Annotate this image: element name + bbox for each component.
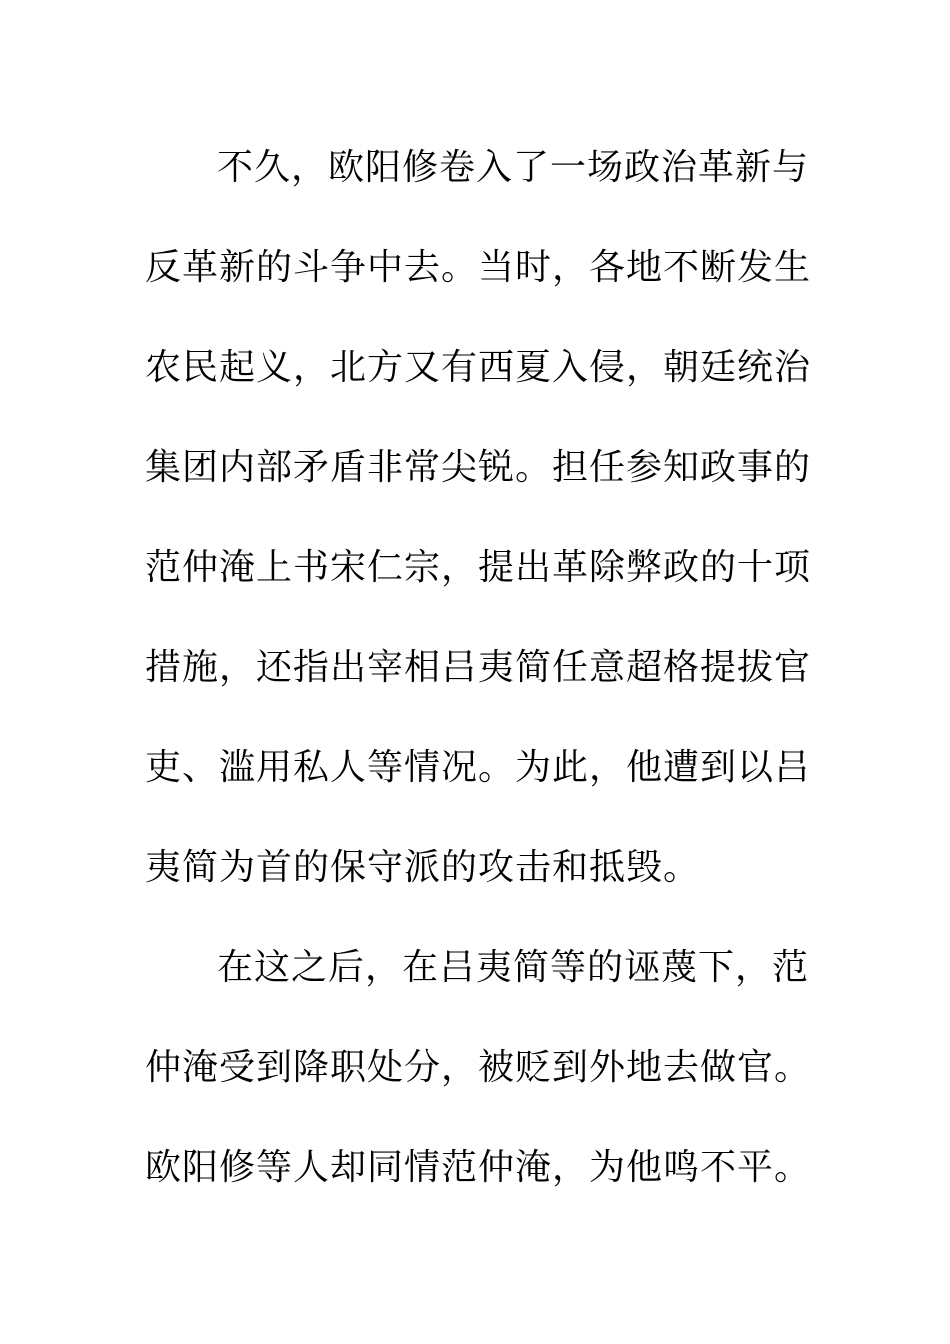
paragraph-1-line-8: 夷简为首的保守派的攻击和抵毁。 <box>145 847 701 888</box>
paragraph-1-line-6: 措施，还指出宰相吕夷简任意超格提拔官 <box>145 647 812 688</box>
paragraph-1-line-1: 不久，欧阳修卷入了一场政治革新与 <box>217 147 810 188</box>
paragraph-1-line-3: 农民起义，北方又有西夏入侵，朝廷统治 <box>145 347 812 388</box>
paragraph-2-line-3: 欧阳修等人却同情范仲淹，为他鸣不平。 <box>145 1147 812 1188</box>
paragraph-1-line-5: 范仲淹上书宋仁宗，提出革除弊政的十项 <box>145 547 812 588</box>
paragraph-2-line-1: 在这之后，在吕夷简等的诬蔑下，范 <box>217 947 810 988</box>
paragraph-1-line-4: 集团内部矛盾非常尖锐。担任参知政事的 <box>145 447 812 488</box>
paragraph-1-line-7: 吏、滥用私人等情况。为此，他遭到以吕 <box>145 747 812 788</box>
document-body <box>145 118 815 1218</box>
paragraph-2-line-2: 仲淹受到降职处分，被贬到外地去做官。 <box>145 1047 812 1088</box>
paragraph-1-line-2: 反革新的斗争中去。当时，各地不断发生 <box>145 247 812 288</box>
